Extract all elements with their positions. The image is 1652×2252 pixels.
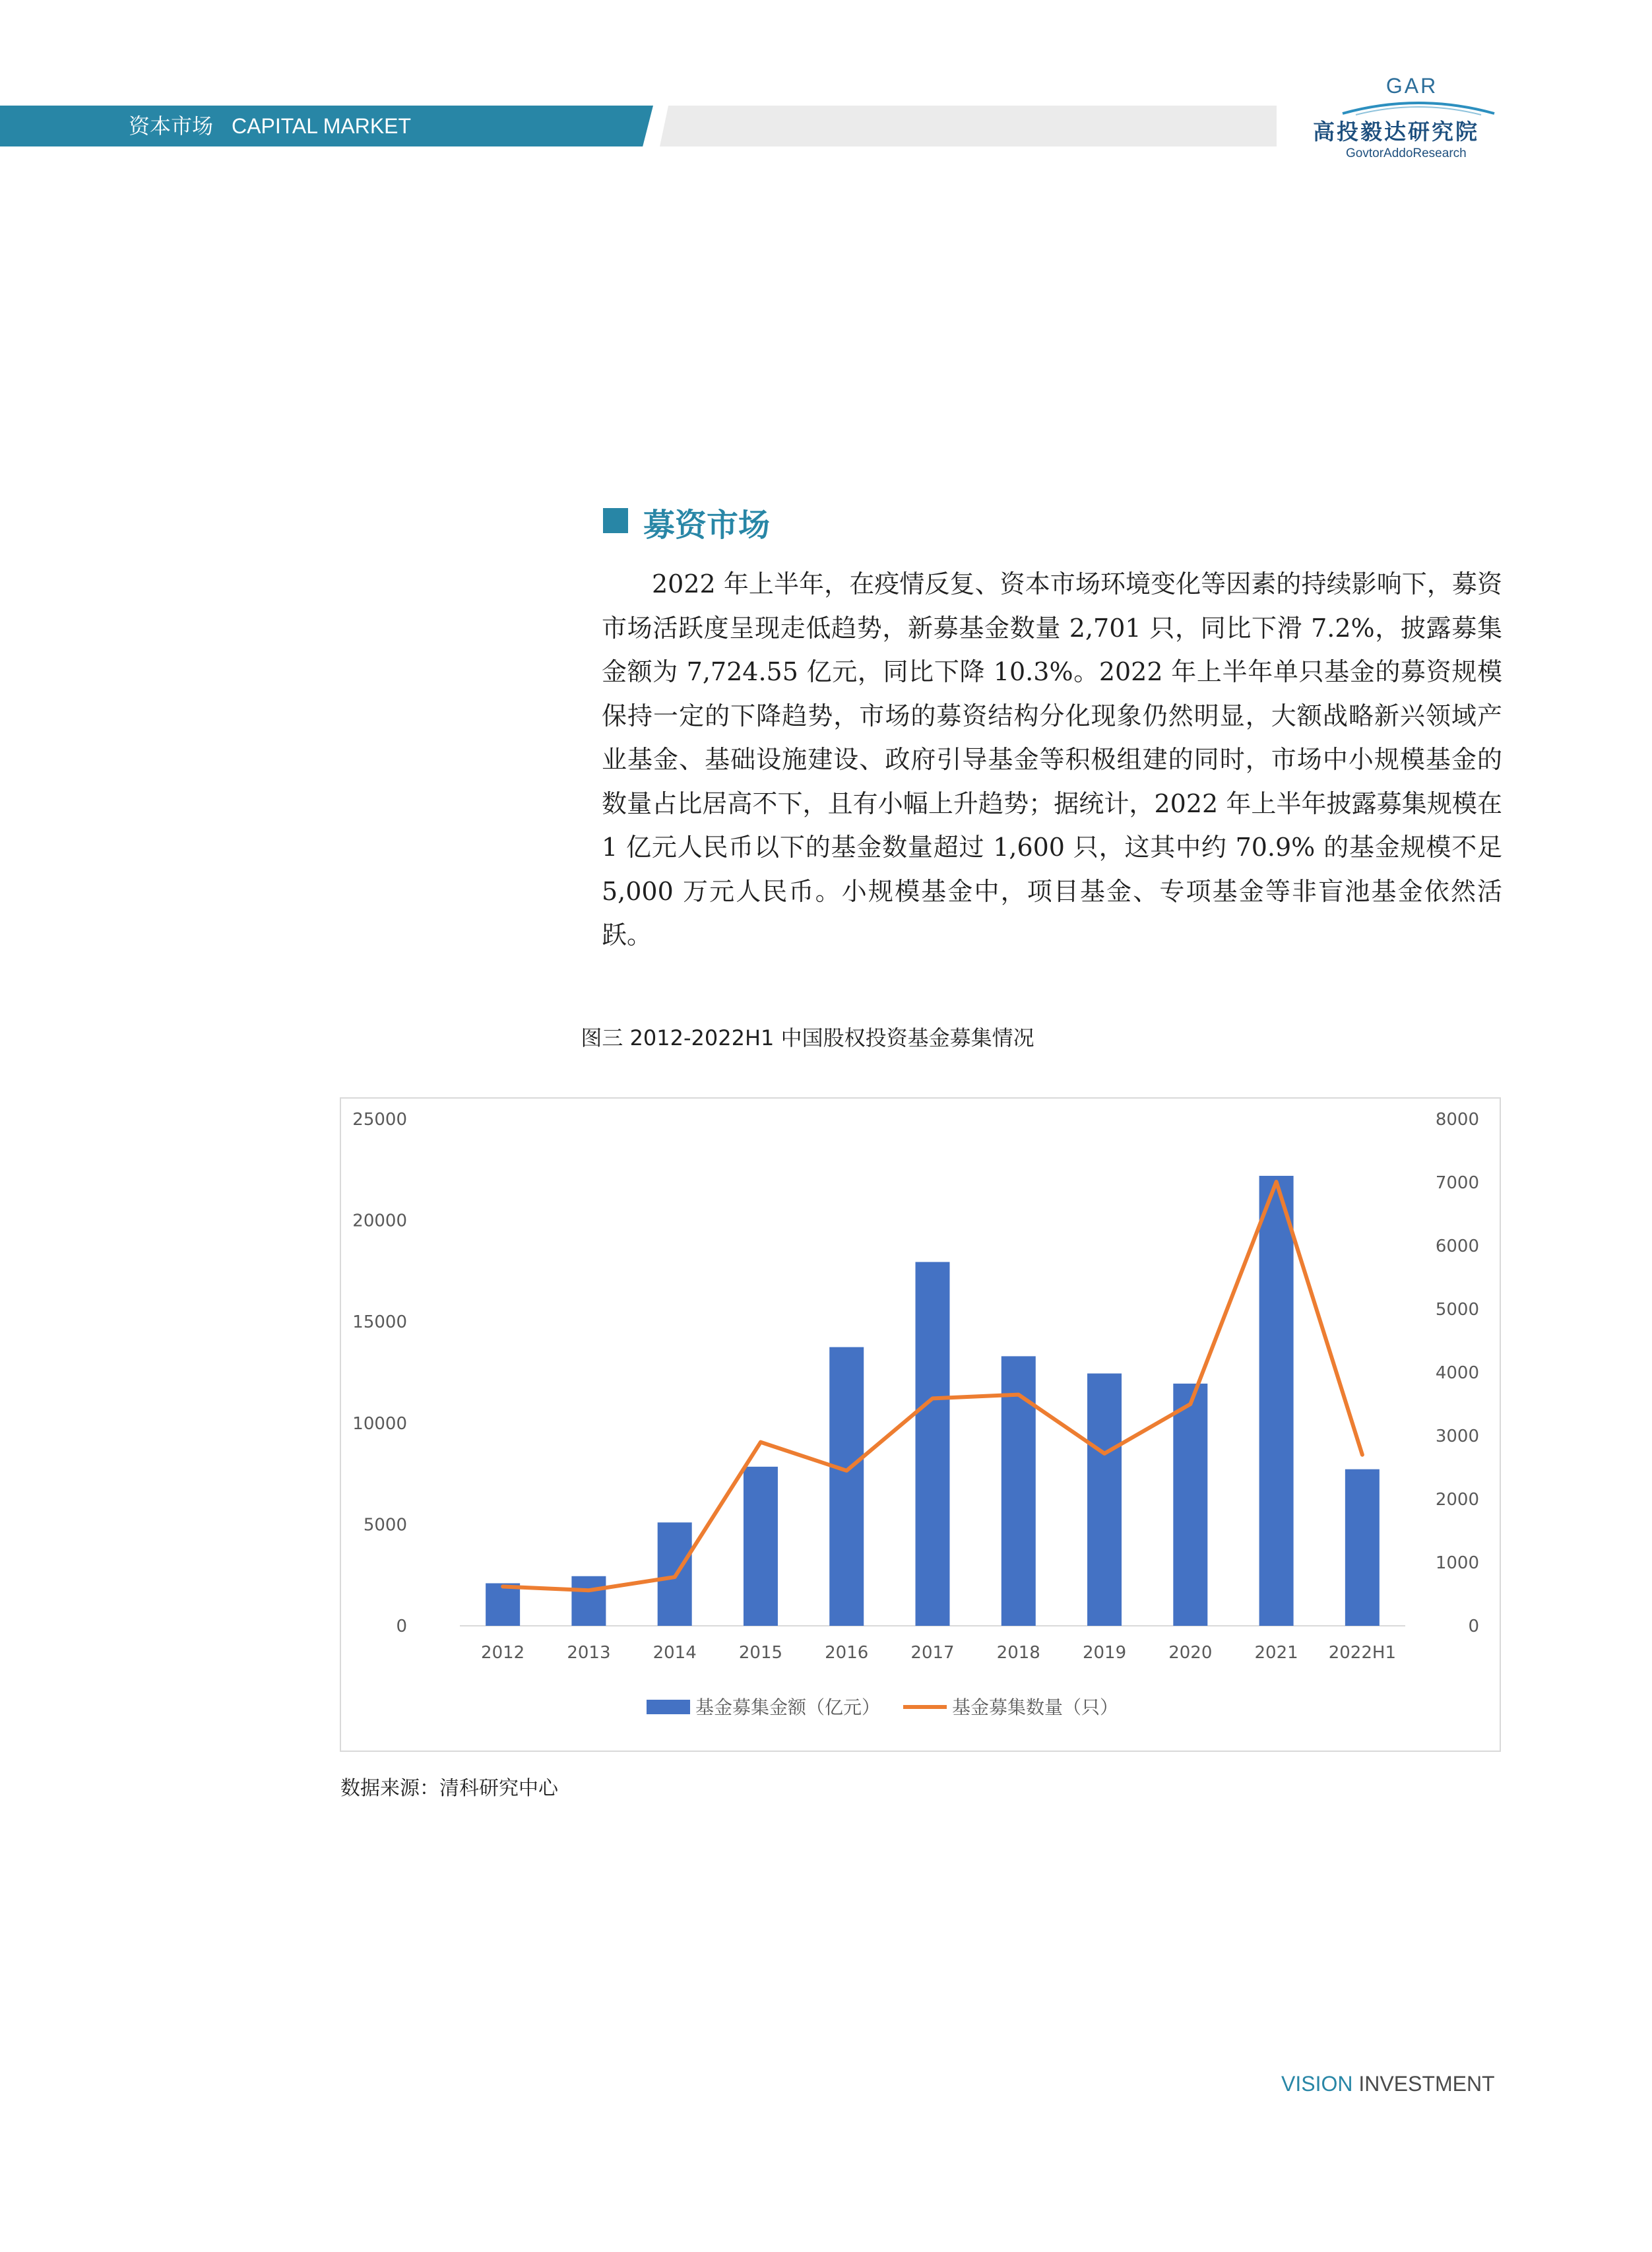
figure-caption-text: 图三 2012-2022H1 中国股权投资基金募集情况	[581, 1025, 1034, 1050]
x-tick-label: 2018	[996, 1643, 1040, 1663]
bar	[916, 1262, 950, 1626]
y-left-tick-label: 25000	[352, 1110, 407, 1130]
header-band-gray	[660, 106, 1277, 146]
bar	[1345, 1469, 1380, 1626]
y-left-tick-label: 15000	[352, 1312, 407, 1333]
y-right-tick-label: 0	[1468, 1617, 1479, 1636]
y-right-tick-label: 6000	[1435, 1237, 1479, 1256]
section-square-icon	[603, 508, 628, 533]
y-left-tick-label: 20000	[352, 1211, 407, 1231]
x-tick-label: 2013	[567, 1643, 611, 1663]
logo-name-en: GovtorAddoResearch	[1346, 146, 1467, 160]
bar	[486, 1583, 520, 1626]
body-paragraph: 2022 年上半年，在疫情反复、资本市场环境变化等因素的持续影响下，募资市场活跃度呈现走低趋势，新募基金数量 2,701 只，同比下滑 7.2%，披露募集金额为 7,724.55 亿元，同比下降 10.3%。2022 年上半年单只基金的募资规模保持一定的下降趋势，市场的募资结构分化现象仍然明显，大额战略新兴领域产业基金、基础设施建设、政府引导基金等积极组建的同时，市场中小规模基金的数量占比居高不下，且有小幅上升趋势；据统计，2022 年上半年披露募集规模在 1 亿元人民币以下的基金数量超过 1,600 只，这其中约 70.9% 的基金规模不足 5,000 万元人民币。小规模基金中，项目基金、专项基金等非盲池基金依然活跃。	[602, 569, 1502, 949]
y-right-tick-label: 1000	[1435, 1553, 1479, 1573]
logo-arc-icon	[1339, 96, 1498, 116]
y-right-tick-label: 2000	[1435, 1490, 1479, 1510]
bar	[571, 1576, 606, 1626]
y-left-tick-label: 0	[396, 1617, 407, 1636]
chart-container	[340, 1097, 1501, 1752]
legend-bar-swatch	[647, 1700, 690, 1714]
figure-caption	[0, 1021, 1652, 1052]
gar-logo	[1313, 74, 1531, 166]
header-section-cn: 资本市场	[129, 114, 214, 138]
x-tick-label: 2019	[1082, 1643, 1127, 1663]
x-tick-label: 2020	[1168, 1643, 1213, 1663]
footer-brand	[1281, 2072, 1495, 2096]
y-right-tick-label: 8000	[1435, 1110, 1479, 1130]
combo-chart	[341, 1099, 1500, 1751]
y-right-tick-label: 7000	[1435, 1173, 1479, 1193]
y-left-tick-label: 5000	[363, 1515, 407, 1535]
bar	[744, 1467, 778, 1626]
header-section-en: CAPITAL MARKET	[232, 114, 412, 138]
data-source: 数据来源：清科研究中心	[340, 1777, 558, 1800]
y-right-tick-label: 5000	[1435, 1300, 1479, 1320]
x-tick-label: 2017	[910, 1643, 955, 1663]
legend-bar-label: 基金募集金额（亿元）	[695, 1696, 881, 1718]
legend-line-label: 基金募集数量（只）	[952, 1696, 1119, 1718]
logo-abbr: GAR	[1385, 74, 1438, 98]
footer-brand-a: VISION	[1281, 2072, 1353, 2096]
x-tick-label: 2021	[1254, 1643, 1298, 1663]
bar	[1087, 1374, 1122, 1626]
x-tick-label: 2016	[825, 1643, 869, 1663]
bar	[1173, 1384, 1207, 1626]
header-section-title	[129, 113, 411, 139]
y-right-tick-label: 4000	[1435, 1363, 1479, 1383]
footer-brand-b: INVESTMENT	[1358, 2072, 1495, 2096]
x-tick-label: 2012	[481, 1643, 525, 1663]
y-right-tick-label: 3000	[1435, 1427, 1479, 1446]
section-title: 募资市场	[643, 507, 771, 544]
x-tick-label: 2022H1	[1328, 1643, 1396, 1663]
logo-name-cn: 高投毅达研究院	[1313, 119, 1479, 145]
x-tick-label: 2015	[738, 1643, 783, 1663]
bar	[829, 1347, 864, 1626]
x-tick-label: 2014	[652, 1643, 697, 1663]
y-left-tick-label: 10000	[352, 1413, 407, 1434]
bar	[1259, 1176, 1294, 1626]
